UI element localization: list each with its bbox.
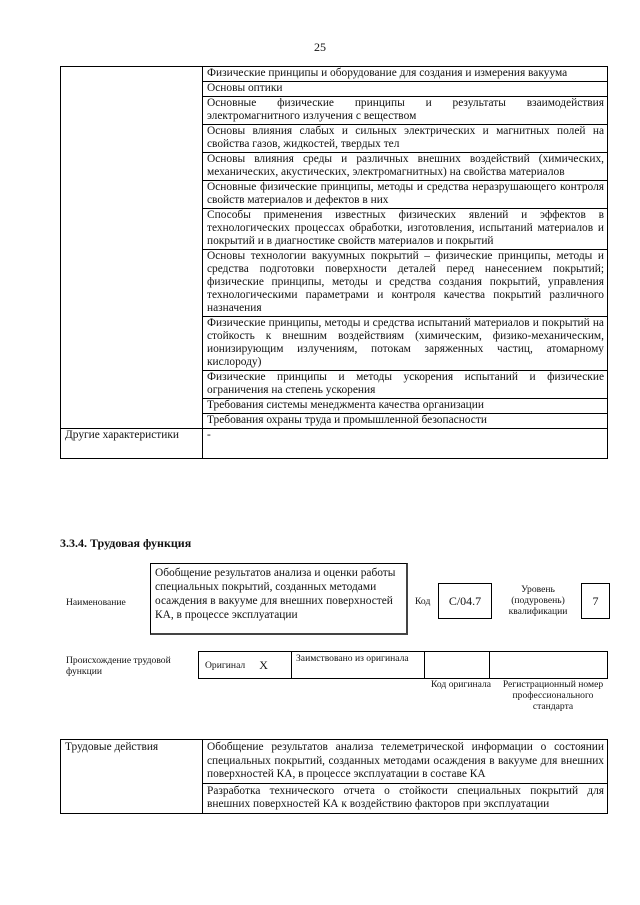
name-label: Наименование bbox=[66, 597, 126, 608]
knowledge-item: Требования системы менеджмента качества организации bbox=[203, 399, 608, 414]
knowledge-continuation-table bbox=[60, 66, 608, 459]
section-title: 3.3.4. Трудовая функция bbox=[60, 536, 192, 550]
knowledge-item: Основные физические принципы, методы и средства неразрушающего контроля свойств материалов и дефектов в них bbox=[203, 181, 608, 209]
table-row bbox=[61, 740, 608, 784]
origin-code-caption: Код оригинала bbox=[430, 679, 492, 690]
original-cell bbox=[199, 652, 292, 678]
original-mark: X bbox=[259, 657, 268, 672]
function-name-field: Обобщение результатов анализа и оценки работы специальных покрытий, созданных методами осаждения в вакууме для внешних поверхностей КА, в процессе эксплуатации bbox=[150, 563, 408, 635]
left-empty-cell bbox=[61, 67, 203, 429]
knowledge-item: Основные физические принципы и результаты взаимодействия электромагнитного излучения с веществом bbox=[203, 97, 608, 125]
knowledge-item: Основы оптики bbox=[203, 82, 608, 97]
knowledge-item: Физические принципы, методы и средства испытаний материалов и покрытий на стойкость к внешним воздействиям (химическим, физико-механическим, ионизирующим излучениям, потокам заряженных частиц, атомарному кислороду) bbox=[203, 317, 608, 371]
knowledge-item: Основы влияния слабых и сильных электрических и магнитных полей на свойства газов, жидкостей, твердых тел bbox=[203, 125, 608, 153]
function-code-field: C/04.7 bbox=[438, 583, 492, 619]
labor-actions-label: Трудовые действия bbox=[61, 740, 203, 814]
knowledge-item: Способы применения известных физических явлений и эффектов в технологических процессах обработки, изготовления, испытаний материалов и покрытий и в диагностике свойств материалов и покрытий bbox=[203, 209, 608, 250]
knowledge-item: Основы технологии вакуумных покрытий – физические принципы, методы и средства подготовки поверхности деталей перед нанесением покрытий; физические принципы, методы и средства создания покрытий, управления технологическими параметрами и контроля качества покрытий различного назначения bbox=[203, 250, 608, 317]
other-characteristics-value: - bbox=[203, 429, 608, 459]
original-label: Оригинал bbox=[205, 659, 246, 671]
labor-action-item: Обобщение результатов анализа телеметрической информации о состоянии специальных покрытий, созданных методами осаждения в вакууме для внешних поверхностей КА, в процессе эксплуатации в составе КА bbox=[203, 740, 608, 784]
table-row bbox=[61, 429, 608, 459]
knowledge-item: Физические принципы и методы ускорения испытаний и физические ограничения на степень ускорения bbox=[203, 371, 608, 399]
origin-label: Происхождение трудовой функции bbox=[66, 655, 171, 677]
page-number: 25 bbox=[314, 40, 326, 54]
knowledge-item: Основы влияния среды и различных внешних воздействий (химических, механических, акустических, электромагнитных) на свойства материалов bbox=[203, 153, 608, 181]
level-label: Уровень (подуровень) квалификации bbox=[508, 584, 568, 617]
code-label: Код bbox=[415, 596, 431, 607]
reg-number-caption: Регистрационный номер профессионального стандарта bbox=[502, 679, 604, 712]
knowledge-item: Физические принципы и оборудование для создания и измерения вакуума bbox=[203, 67, 608, 82]
knowledge-item: Требования охраны труда и промышленной безопасности bbox=[203, 414, 608, 429]
origin-row bbox=[198, 651, 608, 679]
reg-number-cell bbox=[490, 652, 608, 678]
other-characteristics-label: Другие характеристики bbox=[61, 429, 203, 459]
table-row bbox=[61, 67, 608, 82]
labor-action-item: Разработка технического отчета о стойкости специальных покрытий для внешних поверхностей КА к воздействию факторов при эксплуатации bbox=[203, 783, 608, 813]
borrowed-label: Заимствовано из оригинала bbox=[292, 652, 425, 678]
origin-code-cell bbox=[425, 652, 490, 678]
qualification-level-field: 7 bbox=[581, 583, 610, 619]
labor-actions-table bbox=[60, 739, 608, 814]
